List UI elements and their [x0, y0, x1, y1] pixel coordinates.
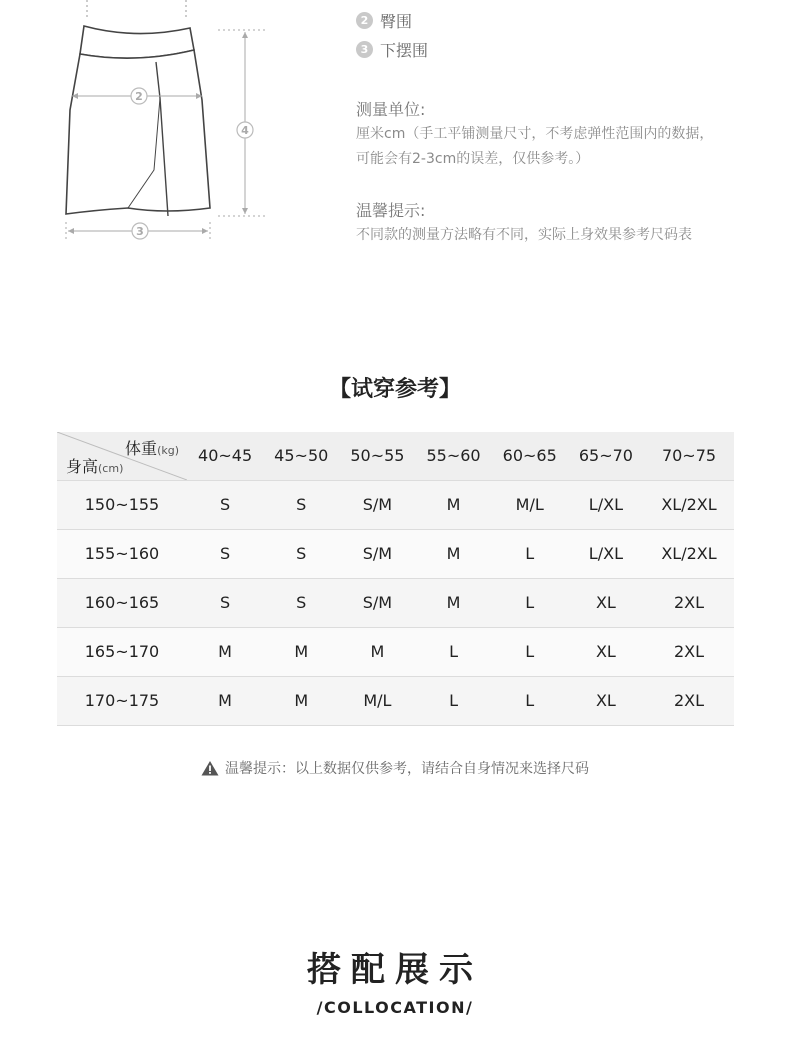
size-cell: S: [296, 544, 307, 563]
weight-col-header: 45~50: [274, 446, 329, 466]
size-cell: XL/2XL: [661, 544, 717, 563]
height-cell: 160~165: [84, 593, 160, 612]
size-cell: L: [525, 691, 535, 710]
skirt-measurement-diagram: [56, 0, 286, 250]
weight-col-header: 50~55: [350, 446, 405, 466]
size-cell: L: [449, 642, 458, 661]
unit-description: [356, 122, 776, 172]
height-header: 身高(cm): [66, 456, 124, 476]
table-row: [57, 676, 734, 725]
size-cell: L/XL: [588, 544, 623, 563]
tryon-tip: [0, 758, 790, 778]
height-cell: 155~160: [84, 544, 160, 563]
size-cell: S/M: [362, 544, 393, 563]
diagram-marker-label: 4: [241, 124, 249, 137]
size-cell: M: [294, 691, 309, 710]
legend-hip-label: 臀围: [380, 12, 413, 31]
size-reference-table: [57, 432, 734, 726]
height-cell: 150~155: [84, 495, 160, 514]
size-cell: L: [525, 593, 535, 612]
weight-col-header: 65~70: [578, 446, 633, 466]
height-cell: 165~170: [84, 642, 160, 661]
number-2-icon: 2: [356, 12, 373, 29]
warning-icon: [201, 760, 219, 776]
unit-line-2: 可能会有2-3cm的误差，仅供参考。）: [356, 151, 590, 167]
table-row: [57, 529, 734, 578]
diagram-marker-label: 2: [135, 90, 143, 103]
size-cell: XL: [595, 593, 616, 612]
size-cell: M: [218, 691, 232, 710]
size-cell: 2XL: [673, 642, 705, 661]
tryon-title: 【试穿参考】: [328, 377, 461, 402]
table-row: [57, 627, 734, 676]
number-3-icon: 3: [356, 41, 373, 58]
legend-hem: [356, 38, 428, 61]
weight-col-header: 70~75: [661, 446, 717, 466]
unit-title: 测量单位:: [356, 100, 426, 119]
size-cell: S: [220, 593, 231, 612]
size-cell: S: [220, 544, 231, 563]
size-cell: L: [525, 642, 535, 661]
table-header-row: [57, 432, 734, 480]
size-cell: L/XL: [588, 495, 623, 514]
size-cell: S/M: [362, 495, 393, 514]
tip-title: 温馨提示:: [356, 201, 426, 220]
weight-col-header: 55~60: [426, 446, 481, 466]
size-cell: S/M: [362, 593, 393, 612]
weight-col-header: 40~45: [198, 446, 253, 466]
diagram-marker-label: 3: [136, 225, 144, 238]
size-cell: M: [218, 642, 232, 661]
height-cell: 170~175: [84, 691, 160, 710]
size-cell: 2XL: [673, 593, 705, 612]
size-cell: XL/2XL: [661, 495, 717, 514]
tryon-tip-text: 温馨提示：以上数据仅供参考，请结合自身情况来选择尺码: [225, 761, 589, 777]
size-cell: M: [446, 593, 461, 612]
weight-col-header: 60~65: [502, 446, 557, 466]
size-cell: M: [370, 642, 385, 661]
collocation-subtitle: /COLLOCATION/: [316, 998, 474, 1017]
size-cell: M/L: [363, 691, 392, 710]
weight-header: 体重(kg): [125, 439, 179, 458]
size-cell: M: [446, 544, 461, 563]
size-cell: M/L: [515, 495, 544, 514]
size-cell: L: [449, 691, 458, 710]
size-cell: S: [296, 495, 307, 514]
table-row: [57, 578, 734, 627]
size-cell: XL: [595, 642, 616, 661]
legend-hem-label: 下摆围: [380, 41, 429, 60]
unit-line-1: 厘米cm（手工平铺测量尺寸，不考虑弹性范围内的数据，: [356, 126, 714, 142]
size-cell: M: [446, 495, 461, 514]
collocation-title: 搭配展示: [307, 950, 483, 990]
size-cell: 2XL: [673, 691, 705, 710]
size-cell: S: [296, 593, 307, 612]
size-cell: XL: [595, 691, 616, 710]
size-cell: S: [220, 495, 231, 514]
legend-hip: [356, 9, 412, 32]
table-corner-cell: [57, 432, 187, 480]
table-row: [57, 480, 734, 529]
size-cell: M: [294, 642, 309, 661]
tip-body: 不同款的测量方法略有不同，实际上身效果参考尺码表: [356, 227, 692, 243]
size-cell: L: [525, 544, 535, 563]
